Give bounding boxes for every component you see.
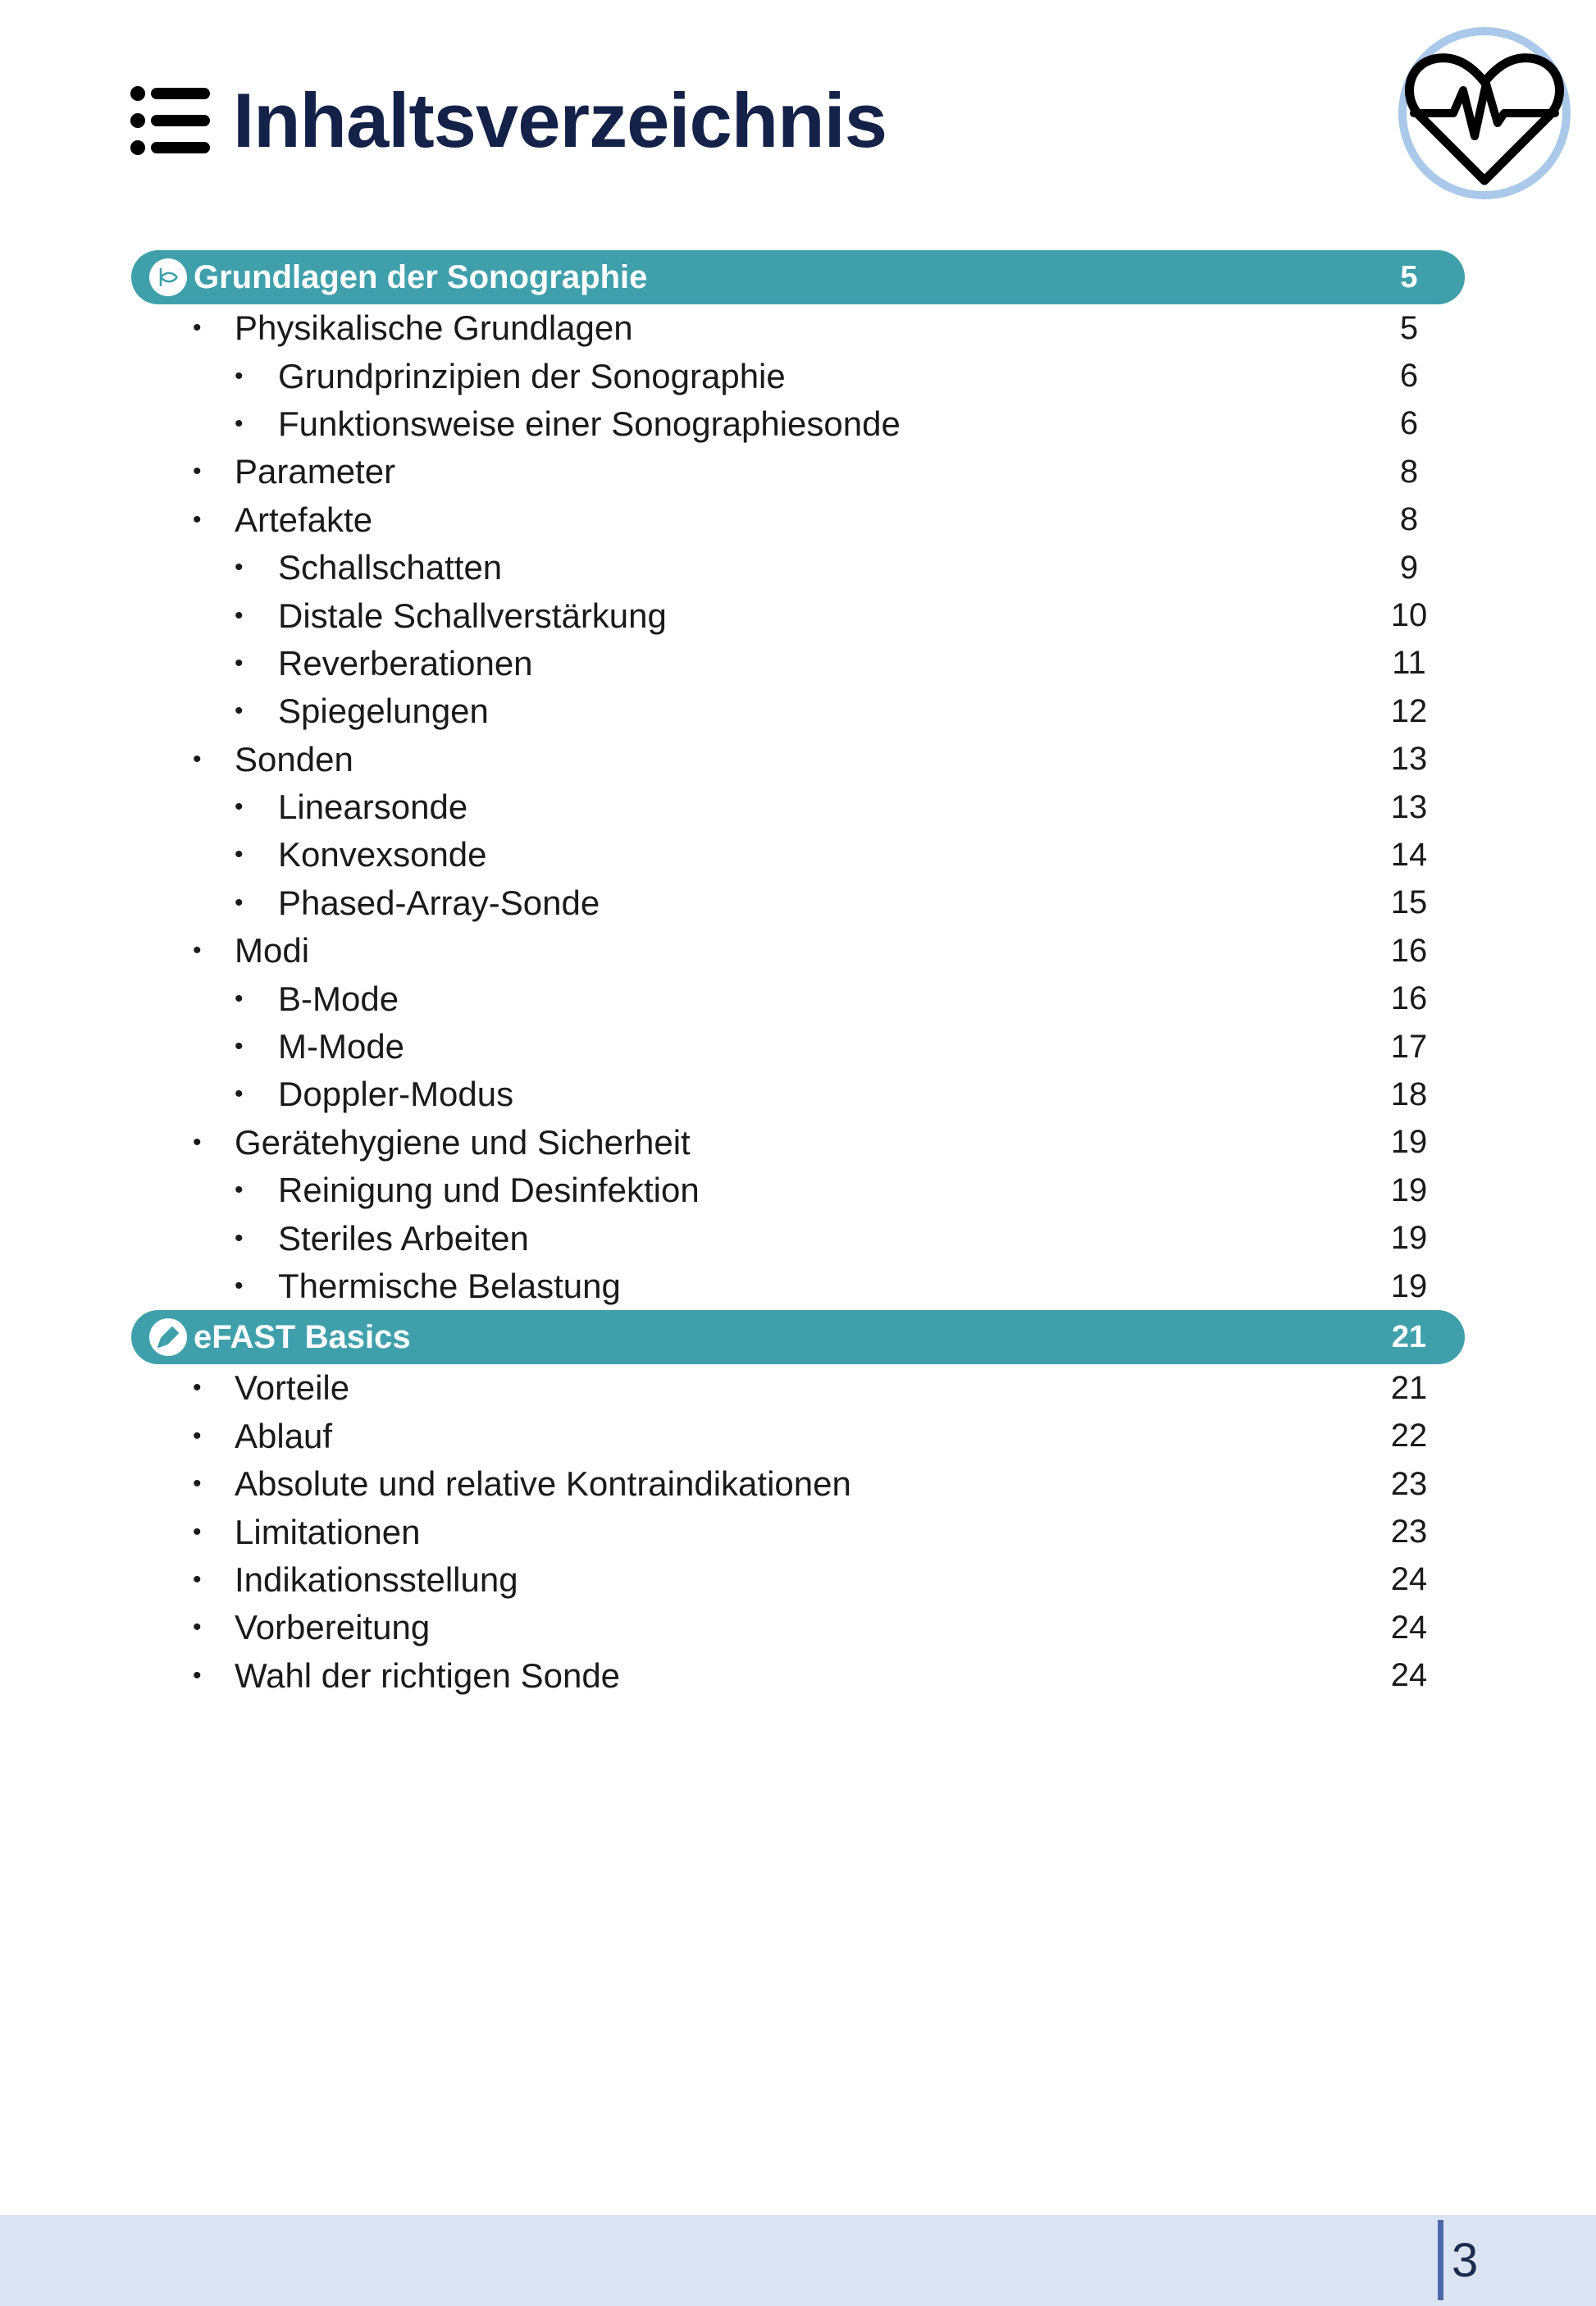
- toc-entry-page: 17: [1390, 1028, 1428, 1065]
- bullet-icon: •: [193, 745, 202, 773]
- bullet-icon: •: [193, 314, 202, 342]
- bullet-icon: •: [235, 984, 244, 1012]
- probe-icon: [149, 1318, 187, 1356]
- toc-entry-page: 5: [1399, 309, 1419, 346]
- toc-entry-page: 22: [1390, 1418, 1428, 1454]
- toc-entry-page: 13: [1390, 788, 1428, 825]
- toc-entry-label: Artefakte: [235, 500, 373, 539]
- page-number: 3: [1452, 2234, 1479, 2287]
- bullet-icon: •: [193, 1128, 202, 1156]
- bullet-icon: •: [193, 505, 202, 533]
- toc-entry[interactable]: [131, 1508, 1465, 1555]
- toc-entry-label: Thermische Belastung: [278, 1267, 621, 1305]
- toc-entry-label: Vorbereitung: [235, 1608, 431, 1647]
- toc-entry-label: Limitationen: [235, 1512, 421, 1551]
- toc-entry[interactable]: [131, 1214, 1465, 1262]
- toc-entry-page: 16: [1390, 980, 1428, 1017]
- toc-entry-page: 10: [1390, 597, 1428, 634]
- list-icon: [130, 85, 212, 156]
- bullet-icon: •: [235, 362, 244, 390]
- bullet-icon: •: [193, 1374, 202, 1402]
- bullet-icon: •: [235, 1176, 244, 1204]
- toc-entry-label: Spiegelungen: [278, 692, 489, 731]
- bullet-icon: •: [235, 1224, 244, 1252]
- toc-entry-page: 6: [1399, 358, 1419, 395]
- toc-entry-page: 12: [1390, 692, 1428, 729]
- toc-entry[interactable]: [131, 400, 1465, 448]
- toc-entry[interactable]: [131, 736, 1465, 783]
- toc-entry[interactable]: [131, 1604, 1465, 1651]
- bullet-icon: •: [193, 1614, 202, 1642]
- toc-entry-page: 19: [1390, 1171, 1428, 1208]
- footer-divider: [1438, 2220, 1443, 2300]
- toc-entry-page: 15: [1390, 884, 1428, 921]
- toc-entry-page: 23: [1390, 1465, 1428, 1502]
- bullet-icon: •: [193, 1661, 202, 1689]
- bullet-icon: •: [193, 1565, 202, 1593]
- toc-entry[interactable]: [131, 975, 1465, 1022]
- toc-entry-page: 9: [1399, 549, 1419, 586]
- bullet-icon: •: [193, 937, 202, 965]
- toc-entry[interactable]: [131, 1556, 1465, 1604]
- page-header: [130, 75, 887, 166]
- toc-entry-page: 23: [1390, 1514, 1428, 1550]
- toc-entry-label: Gerätehygiene und Sicherheit: [235, 1122, 691, 1162]
- toc-entry-label: Linearsonde: [278, 788, 468, 827]
- bullet-icon: •: [235, 554, 244, 582]
- toc-entry[interactable]: [131, 687, 1465, 735]
- toc-entry[interactable]: [131, 927, 1465, 975]
- toc-entry-label: Physikalische Grundlagen: [235, 308, 633, 348]
- toc-entry-page: 14: [1390, 836, 1428, 873]
- bullet-icon: •: [235, 649, 244, 677]
- toc-entry[interactable]: [131, 591, 1465, 639]
- toc-entry-page: 8: [1399, 453, 1419, 490]
- toc-entry-label: Konvexsonde: [278, 835, 487, 874]
- toc-entry[interactable]: [131, 879, 1465, 927]
- toc-entry-page: 8: [1399, 501, 1419, 538]
- bullet-icon: •: [193, 1422, 202, 1450]
- bullet-icon: •: [235, 793, 244, 821]
- toc-entry[interactable]: [131, 1413, 1465, 1460]
- toc-entry[interactable]: [131, 1023, 1465, 1071]
- bullet-icon: •: [235, 1033, 244, 1061]
- page-footer: [0, 2215, 1596, 2306]
- bullet-icon: •: [235, 841, 244, 869]
- toc-entry-page: 19: [1390, 1124, 1428, 1161]
- section-page-number: 21: [1391, 1319, 1427, 1354]
- bullet-icon: •: [235, 697, 244, 725]
- toc-entry-label: Phased-Array-Sonde: [278, 883, 600, 922]
- section-header[interactable]: [131, 1310, 1465, 1364]
- toc-entry[interactable]: [131, 1167, 1465, 1214]
- toc-entry-label: Grundprinzipien der Sonographie: [278, 356, 786, 395]
- toc-entry[interactable]: [131, 1263, 1465, 1310]
- toc-entry[interactable]: [131, 496, 1465, 544]
- bullet-icon: •: [193, 1518, 202, 1546]
- toc-entry-label: Ablauf: [235, 1416, 333, 1455]
- toc-entry-label: B-Mode: [278, 979, 399, 1018]
- toc-entry[interactable]: [131, 304, 1465, 352]
- toc-entry-label: Doppler-Modus: [278, 1075, 514, 1114]
- toc-entry-page: 19: [1390, 1267, 1428, 1304]
- toc-entry[interactable]: [131, 783, 1465, 831]
- toc-entry[interactable]: [131, 1364, 1465, 1412]
- toc-entry-page: 24: [1390, 1561, 1428, 1598]
- bullet-icon: •: [235, 409, 244, 437]
- section-title: Grundlagen der Sonographie: [194, 258, 648, 295]
- heartbeat-icon: [1396, 25, 1573, 202]
- section-header[interactable]: [131, 250, 1465, 304]
- bullet-icon: •: [193, 458, 202, 486]
- toc-entry-label: Wahl der richtigen Sonde: [235, 1655, 621, 1695]
- toc-entry[interactable]: [131, 352, 1465, 400]
- section-title: eFAST Basics: [194, 1318, 411, 1355]
- toc-entry-label: Steriles Arbeiten: [278, 1218, 529, 1258]
- toc-entry-label: Vorteile: [235, 1368, 350, 1408]
- toc-entry[interactable]: [131, 1119, 1465, 1167]
- toc-entry-label: Funktionsweise einer Sonographiesonde: [278, 404, 901, 443]
- toc-entry[interactable]: [131, 640, 1465, 687]
- toc-entry-label: Parameter: [235, 452, 396, 491]
- toc-entry-page: 6: [1399, 405, 1419, 442]
- page-title: Inhaltsverzeichnis: [233, 77, 887, 163]
- toc-entry-label: Reverberationen: [278, 643, 533, 683]
- table-of-contents: [131, 250, 1465, 1700]
- toc-entry-page: 16: [1390, 932, 1428, 969]
- section-page-number: 5: [1400, 259, 1418, 295]
- toc-entry-page: 11: [1392, 645, 1426, 682]
- toc-entry-label: M-Mode: [278, 1027, 405, 1066]
- ultrasound-icon: [149, 258, 187, 296]
- toc-entry-page: 24: [1390, 1657, 1428, 1694]
- bullet-icon: •: [193, 1470, 202, 1498]
- toc-entry-label: Schallschatten: [278, 548, 503, 587]
- toc-entry[interactable]: [131, 1071, 1465, 1118]
- toc-entry-label: Distale Schallverstärkung: [278, 596, 667, 635]
- toc-entry-page: 19: [1390, 1220, 1428, 1257]
- toc-entry-page: 18: [1390, 1075, 1428, 1112]
- toc-entry[interactable]: [131, 831, 1465, 879]
- bullet-icon: •: [235, 601, 244, 629]
- toc-entry[interactable]: [131, 448, 1465, 495]
- toc-entry-label: Reinigung und Desinfektion: [278, 1171, 700, 1210]
- toc-entry-label: Absolute und relative Kontraindikationen: [235, 1464, 851, 1504]
- bullet-icon: •: [235, 888, 244, 916]
- bullet-icon: •: [235, 1080, 244, 1108]
- toc-entry-label: Sonden: [235, 739, 353, 779]
- toc-entry-page: 13: [1390, 741, 1428, 778]
- toc-entry-page: 24: [1390, 1609, 1428, 1646]
- toc-entry[interactable]: [131, 1652, 1465, 1700]
- toc-entry-label: Modi: [235, 931, 310, 970]
- toc-entry[interactable]: [131, 1460, 1465, 1508]
- toc-entry-label: Indikationsstellung: [235, 1559, 518, 1599]
- bullet-icon: •: [235, 1272, 244, 1299]
- toc-entry[interactable]: [131, 544, 1465, 591]
- toc-entry-page: 21: [1390, 1369, 1428, 1406]
